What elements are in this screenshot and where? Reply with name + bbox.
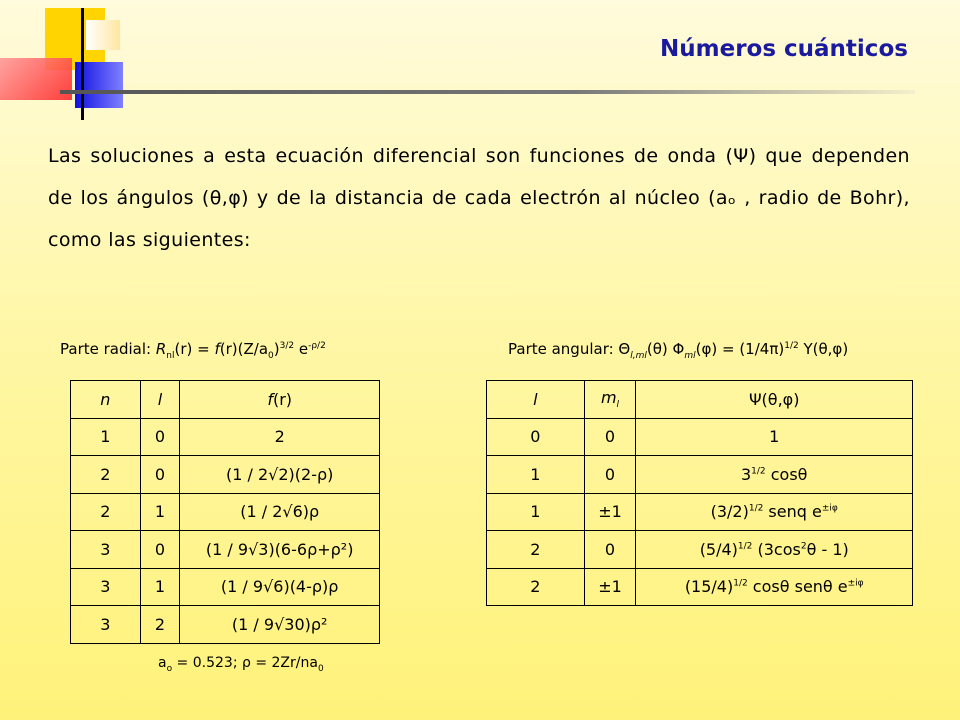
header-n: n [71,381,141,419]
table-row [71,568,380,606]
angular-caption-formula: $\Theta_{l,ml}(\theta) \Phi_{ml}(\varphi) = (1/4\pi)^{1/2}$ Y(θ,φ) [618,340,849,361]
header-l: l [140,381,180,419]
angular-caption [508,340,848,361]
angular-caption-prefix: Parte angular: [508,340,619,358]
header-l: l [487,381,585,419]
table-row [487,456,913,494]
cell-l: 2 [140,606,180,644]
cell-ml: ±1 [584,493,636,531]
cell-ml: ±1 [584,568,636,606]
cell-psi: $(15/4)^{1/2}$ cosθ senθ $e^{\pm i\varphi}$ [636,568,913,606]
cell-fr: (1 / 2√6)ρ [180,493,380,531]
table-row [71,493,380,531]
header-psi: Ψ(θ,φ) [636,381,913,419]
radial-header-row [71,381,380,419]
logo-white-square [86,20,120,50]
cell-n: 2 [71,456,141,494]
cell-fr: (1 / 9√3)(6-6ρ+ρ²) [180,531,380,569]
radial-caption [60,340,326,361]
cell-psi: 1 [636,418,913,456]
cell-fr: (1 / 9√30)ρ² [180,606,380,644]
cell-l: 0 [487,418,585,456]
radial-table [70,380,380,644]
angular-header-row [487,381,913,419]
cell-n: 1 [71,418,141,456]
cell-psi: $(5/4)^{1/2}$ $(3\cos^2\theta - 1)$ [636,531,913,569]
header-fr: f(r) [180,381,380,419]
cell-l: 2 [487,568,585,606]
cell-fr: (1 / 9√6)(4-ρ)ρ [180,568,380,606]
table-row [71,418,380,456]
cell-psi: $(3/2)^{1/2}$ senq $e^{\pm i\varphi}$ [636,493,913,531]
cell-n: 3 [71,606,141,644]
intro-paragraph [48,135,910,261]
footnote: $a_o = 0.523$; $\rho = 2Zr/na_0$ [158,655,324,674]
intro-line-2: dependen de los ángulos (θ,φ) y de la distancia de cada electrón al núcleo (aₒ , [48,145,910,209]
table-row [487,531,913,569]
cell-ml: 0 [584,456,636,494]
table-row [487,568,913,606]
cell-n: 3 [71,568,141,606]
title-divider [60,90,915,94]
cell-l: 1 [487,493,585,531]
header-ml: $m_l$ [584,381,636,419]
table-row [487,418,913,456]
cell-l: 0 [140,531,180,569]
intro-line-3: radio de Bohr), como las siguientes: [48,187,910,251]
cell-ml: 0 [584,531,636,569]
cell-n: 3 [71,531,141,569]
radial-caption-formula: $R_{nl}(r) = f(r)(Z/a_0)^{3/2}$ $e^{-\rho/2}$ [155,340,326,361]
cell-psi: $3^{1/2}$ cosθ [636,456,913,494]
cell-fr: 2 [180,418,380,456]
table-row [71,456,380,494]
cell-l: 0 [140,456,180,494]
angular-table [486,380,913,606]
cell-l: 1 [487,456,585,494]
cell-l: 1 [140,493,180,531]
cell-l: 1 [140,568,180,606]
table-row [71,531,380,569]
decorative-logo [0,0,140,120]
logo-vertical-line [81,8,84,120]
cell-fr: (1 / 2√2)(2-ρ) [180,456,380,494]
intro-line-1: Las soluciones a esta ecuación diferencial son funciones de onda (Ψ) que [48,145,803,167]
radial-caption-prefix: Parte radial: [60,340,156,358]
cell-n: 2 [71,493,141,531]
page-title: Números cuánticos [660,36,908,62]
cell-l: 2 [487,531,585,569]
table-row [487,493,913,531]
cell-l: 0 [140,418,180,456]
table-row [71,606,380,644]
cell-ml: 0 [584,418,636,456]
